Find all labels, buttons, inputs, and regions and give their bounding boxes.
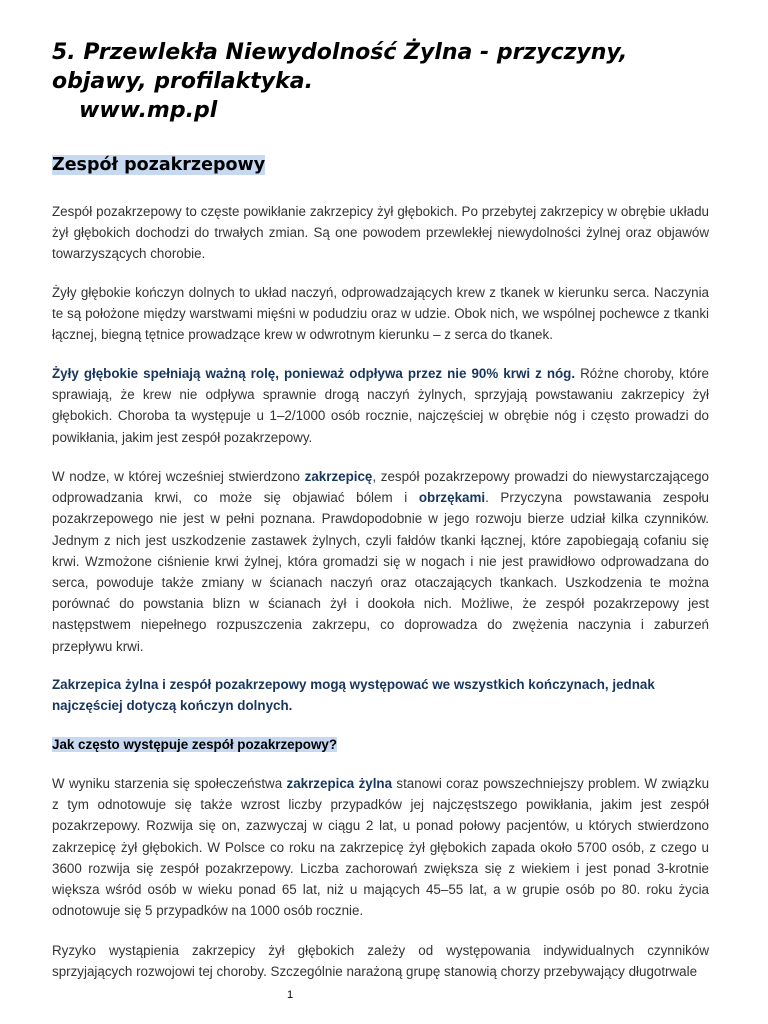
paragraph-1: Zespół pozakrzepowy to częste powikłanie zakrzepicy żył głębokich. Po przebytej zakrzepicy w obrębie układu żył głębokich dochodzi do trwałych zmian. Są one powodem przewlekłej niewydolności żylnej oraz objawów towarzyszących chorobie. bbox=[52, 204, 709, 262]
paragraph-6 bbox=[52, 773, 709, 921]
subheading-text: Jak często występuje zespół pozakrzepowy? bbox=[52, 737, 338, 752]
paragraph-4-text-b: , zespół pozakrzepowy prowadzi do niewystarczającego odprowadzania krwi, co może się objawiać bólem i bbox=[52, 469, 709, 506]
paragraph-4-text-c: . Przyczyna powstawania zespołu pozakrzepowego nie jest w pełni poznana. Prawdopodobnie w jego rozwoju bierze udział kilka czynników. Jednym z nich jest uszkodzenie zastawek żylnych, czyli fałdów tkanki łącznej, które zapobiegają cofaniu się krwi. Wzmożone ciśnienie krwi żylnej, która gromadzi się w nogach i nie jest prawidłowo odprowadzana do serca, powoduje także zmiany w ścianach naczyń oraz otaczających tkankach. Uszkodzenia te można porównać do powstania blizn w ścianach żył i dookoła nich. Możliwe, że zespół pozakrzepowy jest następstwem niepełnego rozpuszczenia zakrzepu, co doprowadza do zwężenia naczynia i zaburzeń przepływu krwi. bbox=[52, 490, 709, 654]
document-title bbox=[52, 38, 732, 125]
paragraph-3-rest: Różne choroby, które sprawiają, że krew nie odpływa sprawnie drogą naczyń żylnych, sprzyjają powstawaniu zakrzepicy żył głębokich. Choroba ta występuje u 1–2/1000 osób rocznie, najczęściej w obrębie nóg i często prowadzi do powikłania, jakim jest zespół pozakrzepowy. bbox=[52, 366, 709, 445]
obrzeki-link[interactable]: obrzękami bbox=[418, 490, 486, 506]
paragraph-7: Ryzyko wystąpienia zakrzepicy żył głębokich zależy od występowania indywidualnych czynników sprzyjających rozwojowi tej choroby. Szczególnie narażoną grupę stanowią chorzy przebywający długotrwale bbox=[52, 943, 709, 980]
zakrzepica-zylna-link[interactable]: zakrzepica żylna bbox=[286, 776, 393, 791]
paragraph-2: Żyły głębokie kończyn dolnych to układ naczyń, odprowadzających krew z tkanek w kierunku serca. Naczynia te są położone między warstwami mięśni w podudziu oraz w udzie. Obok nich, we wspólnej pochewce z tkanki łącznej, biegną tętnice prowadzące krew w odwrotnym kierunku – z serca do tkanek. bbox=[52, 285, 709, 343]
section-heading-text: Zespół pozakrzepowy bbox=[52, 155, 266, 175]
paragraph-4 bbox=[52, 466, 709, 657]
paragraph-3-lead: Żyły głębokie spełniają ważną rolę, ponieważ odpływa przez nie 90% krwi z nóg. bbox=[52, 366, 576, 381]
page-number: 1 bbox=[286, 989, 294, 1001]
zakrzepica-link[interactable]: zakrzepicę bbox=[304, 469, 373, 484]
paragraph-5-highlight: Zakrzepica żylna i zespół pozakrzepowy mogą występować we wszystkich kończynach, jednak najczęściej dotyczą kończyn dolnych. bbox=[52, 677, 655, 714]
paragraph-6-text-a: W wyniku starzenia się społeczeństwa bbox=[52, 776, 287, 791]
paragraph-3 bbox=[52, 363, 709, 448]
subheading bbox=[52, 735, 337, 755]
title-line-2: objawy, profilaktyka. bbox=[52, 69, 313, 94]
title-line-1: 5. Przewlekła Niewydolność Żylna - przyczyny, bbox=[52, 40, 628, 65]
paragraph-6-text-b: stanowi coraz powszechniejszy problem. W związku z tym odnotowuje się także wzrost liczby przypadków jej najczęstszego powikłania, jakim jest zespół pozakrzepowy. Rozwija się on, zazwyczaj w ciągu 2 lat, u ponad połowy pacjentów, u których stwierdzono zakrzepicę żył głębokich. W Polsce co roku na zakrzepicę żył głębokich zapada około 5700 osób, z czego u 3600 rozwija się zespół pozakrzepowy. Liczba zachorowań zwiększa się z wiekiem i jest ponad 3-krotnie większa wśród osób w wieku ponad 65 lat, niż u mających 45–55 lat, a w grupie osób po 80. roku życia odnotowuje się 5 przypadków na 1000 osób rocznie. bbox=[52, 776, 710, 919]
section-heading bbox=[52, 153, 265, 178]
paragraph-4-text-a: W nodze, w której wcześniej stwierdzono bbox=[52, 469, 305, 484]
title-url: www.mp.pl bbox=[79, 98, 218, 123]
